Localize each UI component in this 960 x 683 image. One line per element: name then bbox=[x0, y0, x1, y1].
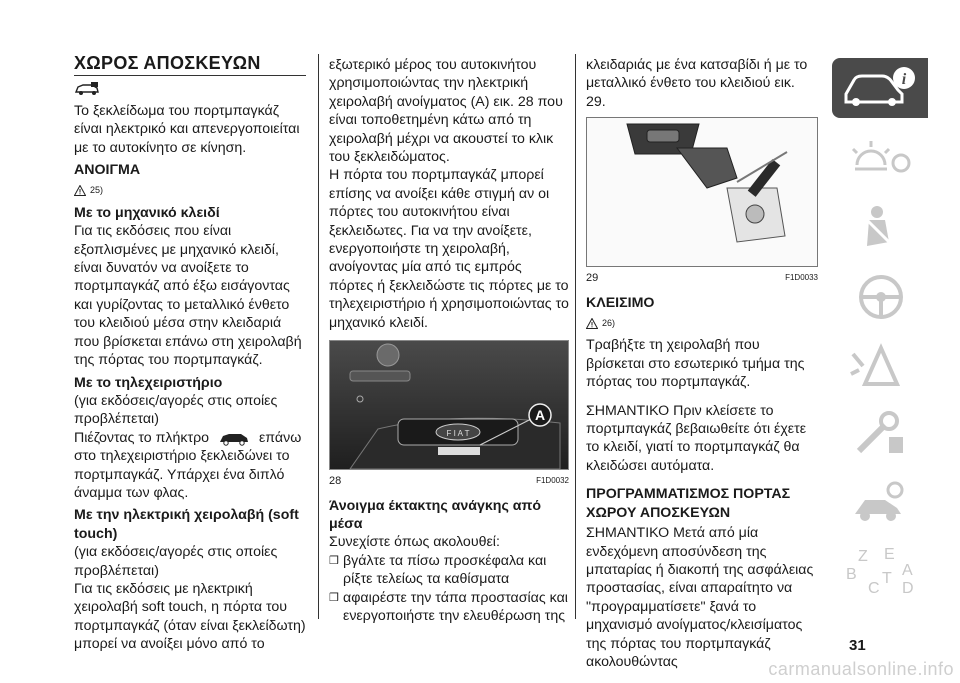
emergency-heading: Άνοιγμα έκτακτης ανάγκης από μέσα bbox=[329, 497, 542, 532]
bullet-icon: ❒ bbox=[329, 591, 339, 604]
programming-heading: ΠΡΟΓΡΑΜΜΑΤΙΣΜΟΣ ΠΟΡΤΑΣ ΧΩΡΟΥ ΑΠΟΣΚΕΥΩΝ bbox=[586, 486, 791, 521]
figure-number: 29 bbox=[586, 272, 599, 285]
note-number: 25) bbox=[90, 185, 104, 196]
bullet-text: βγάλτε τα πίσω προσκέφαλα και ρίξτε τελείως τα καθίσματα bbox=[343, 552, 547, 588]
column-1 bbox=[74, 54, 306, 654]
bullet-text: αφαιρέστε την τάπα προστασίας και ενεργοποιήστε την ελευθέρωση της bbox=[343, 589, 568, 624]
remote-text bbox=[74, 429, 306, 503]
note-number: 26) bbox=[602, 318, 616, 329]
alphabetical-index-icon bbox=[840, 543, 920, 603]
sidebar-item-maintenance[interactable] bbox=[832, 400, 928, 469]
index-letter: E bbox=[884, 545, 895, 563]
maintenance-icon bbox=[845, 409, 915, 461]
column-2 bbox=[329, 56, 569, 625]
figure-code: F1D0033 bbox=[785, 273, 818, 283]
opening-heading: ΑΝΟΙΓΜΑ bbox=[74, 162, 141, 179]
remote-note: (για εκδόσεις/αγορές στις οποίες προβλέπεται) bbox=[74, 392, 278, 428]
car-info-icon bbox=[840, 64, 920, 112]
figure-28-caption bbox=[329, 472, 569, 490]
warning-icon bbox=[74, 185, 86, 196]
emergency-intro: Συνεχίστε όπως ακολουθεί: bbox=[329, 534, 500, 551]
handle-text: Για τις εκδόσεις με ηλεκτρική χειρολαβή soft touch, η πόρτα του πορτμπαγκάζ (όταν είναι ξεκλείδωτη) μπορεί να ανοίξει μόνο από το bbox=[74, 580, 306, 653]
index-letter: B bbox=[846, 565, 857, 583]
tailgate-handle-illustration bbox=[330, 341, 568, 469]
plate-text: F I A T bbox=[446, 429, 470, 439]
technical-data-icon bbox=[845, 478, 915, 530]
index-letter: D bbox=[902, 579, 914, 597]
key-text: Για τις εκδόσεις που είναι εξοπλισμένες με μηχανικό κλειδί, είναι δυνατόν να ανοίξετε το πορτμπαγκάζ από έξω εισάγοντας και γυρίζοντας το μεταλλικό ένθετο του κλειδιού μέσα στην κλειδαριά που βρίσκεται επάνω στη χειρολαβή της πόρτας του πορτμπαγκάζ. bbox=[74, 223, 302, 369]
intro-text: Το ξεκλείδωμα του πορτμπαγκάζ είναι ηλεκτρικό και απενεργοποιείται με το αυτοκίνητο σε κίνηση. bbox=[74, 102, 300, 156]
note-reference bbox=[74, 181, 306, 199]
column-3 bbox=[586, 56, 818, 671]
index-letter: T bbox=[882, 569, 892, 587]
closing-text: Τραβήξτε τη χειρολαβή που βρίσκεται στο εσωτερικό τμήμα της πόρτας του πορτμπαγκάζ. bbox=[586, 337, 805, 391]
key-heading: Με το μηχανικό κλειδί bbox=[74, 204, 220, 221]
steering-wheel-icon bbox=[845, 271, 915, 323]
handle-heading: Με την ηλεκτρική χειρολαβή (soft touch) bbox=[74, 507, 299, 542]
sidebar-item-index[interactable] bbox=[832, 538, 928, 607]
figure-code: F1D0032 bbox=[536, 476, 569, 486]
handle-text-continued: εξωτερικό μέρος του αυτοκινήτου χρησιμοποιώντας την ηλεκτρική χειρολαβή ανοίγματος (A) εικ. 28 που είναι τοποθετημένη κάτω από τη χειρολαβή μέχρι να ακουστεί το κλικ του ξεκλειδώματος. bbox=[329, 57, 563, 166]
emergency-triangle-icon bbox=[845, 340, 915, 392]
section-title: ΧΩΡΟΣ ΑΠΟΣΚΕΥΩΝ bbox=[74, 54, 306, 76]
list-item bbox=[329, 589, 569, 626]
handle-note: (για εκδόσεις/αγορές στις οποίες προβλέπεται) bbox=[74, 544, 278, 579]
lock-release-text: κλειδαριάς με ένα κατσαβίδι ή με το μεταλλικό ένθετο του κλειδιού εικ. 29. bbox=[586, 57, 808, 110]
column-separator bbox=[318, 54, 319, 619]
watermark: carmanualsonline.info bbox=[768, 659, 954, 679]
figure-29-caption bbox=[586, 269, 818, 287]
page-number: 31 bbox=[849, 637, 866, 654]
sidebar-item-warning-lights[interactable] bbox=[832, 124, 928, 193]
door-open-text: Η πόρτα του πορτμπαγκάζ μπορεί επίσης να ανοίξει κάθε στιγμή αν οι πόρτες του αυτοκινήτου είναι ξεκλειδωτες. Για να την ανοίξετε, ενεργοποιήστε τη χειρολαβή, ανοίγοντας μία από τις εμπρός πόρτες ή ξεκλειδώστε τις πόρτες με το τηλεχειριστήριο ή χρησιμοποιώντας το μηχανικό κλειδί. bbox=[329, 167, 569, 331]
svg-text:i: i bbox=[901, 71, 907, 88]
sidebar-item-car-info[interactable] bbox=[832, 58, 928, 118]
trunk-button-icon bbox=[217, 430, 251, 446]
remote-text-b: επάνω στο τηλεχειριστήριο ξεκλειδώνει το πορτμπαγκάζ. Υπάρχει ένα διπλό άναμμα των φλας. bbox=[74, 429, 302, 501]
list-item bbox=[329, 552, 569, 589]
important-text: ΣΗΜΑΝΤΙΚΟ Πριν κλείσετε το πορτμπαγκάζ βεβαιωθείτε ότι έχετε το κλειδί, γιατί το πορτμπαγκάζ θα κλειδώσει αυτόματα. bbox=[586, 402, 807, 474]
note-reference bbox=[586, 314, 818, 332]
warning-icon bbox=[586, 318, 598, 329]
trunk-icon bbox=[74, 80, 306, 101]
sidebar-item-emergency[interactable] bbox=[832, 331, 928, 400]
warning-lights-icon bbox=[845, 135, 915, 183]
index-letter: A bbox=[902, 561, 913, 579]
sidebar-item-safety[interactable] bbox=[832, 193, 928, 262]
remote-heading: Με το τηλεχειριστήριο bbox=[74, 374, 223, 391]
sidebar-item-technical[interactable] bbox=[832, 469, 928, 538]
index-letter: Z bbox=[858, 547, 868, 565]
chapter-sidebar bbox=[832, 58, 928, 607]
programming-text: ΣΗΜΑΝΤΙΚΟ Μετά από μία ενδεχόμενη αποσύνδεση της μπαταρίας ή διακοπή της ασφάλειας προστασίας, είναι απαραίτητο να "προγραμματίσετε" ξανά το μηχανισμό ανοίγματος/κλεισίματος της πόρτας του πορτμπαγκάζ ακολουθώντας bbox=[586, 525, 814, 670]
figure-28 bbox=[329, 340, 569, 470]
index-letter: C bbox=[868, 579, 880, 597]
figure-number: 28 bbox=[329, 475, 342, 488]
figure-29 bbox=[586, 117, 818, 267]
callout-a: A bbox=[534, 407, 546, 424]
lock-release-illustration bbox=[587, 118, 817, 266]
closing-heading: ΚΛΕΙΣΙΜΟ bbox=[586, 294, 655, 311]
column-separator bbox=[575, 54, 576, 619]
seat-safety-icon bbox=[845, 202, 915, 254]
sidebar-item-driving[interactable] bbox=[832, 262, 928, 331]
bullet-icon: ❒ bbox=[329, 554, 339, 567]
remote-text-a: Πιέζοντας το πλήκτρο bbox=[74, 429, 210, 446]
